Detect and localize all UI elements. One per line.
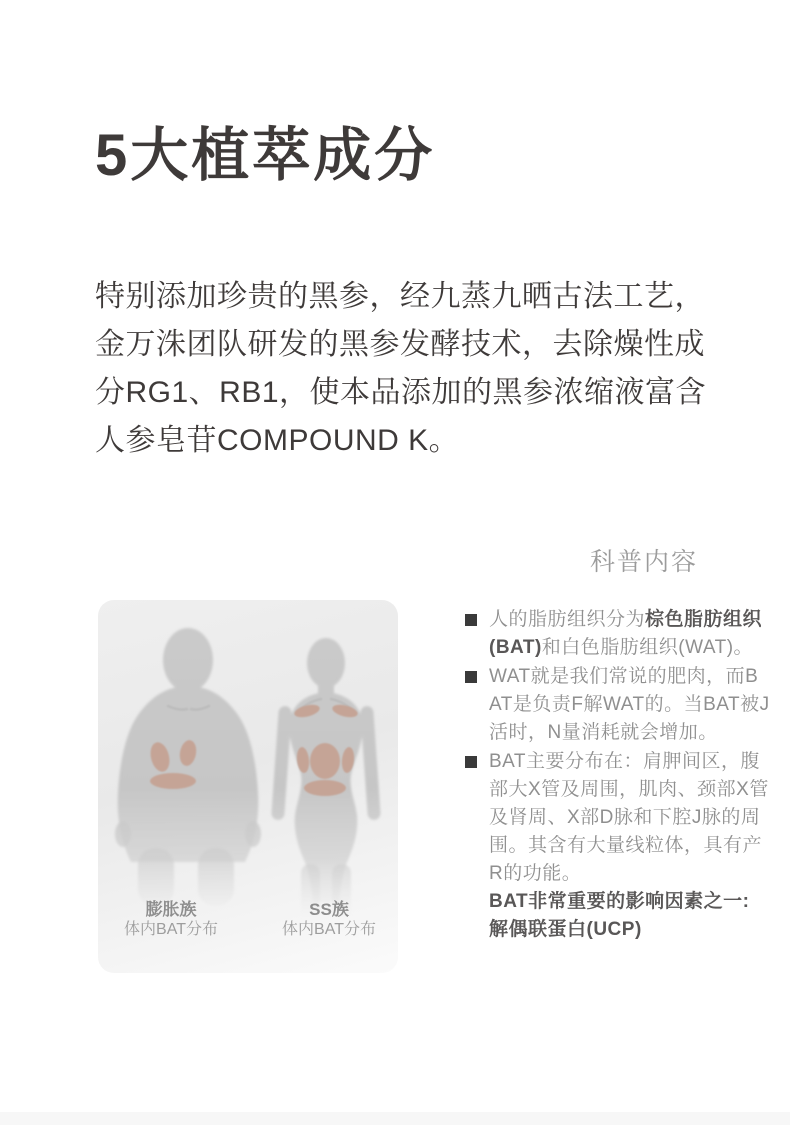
figure-label-left <box>106 900 236 939</box>
bullet-item <box>465 663 785 747</box>
bullet-text: BAT主要分布在：肩胛间区，腹部大X管及周围，肌肉、颈部X管及肾周、X部D脉和下腔J脉的周围。其含有大量线粒体，具有产R的功能。 BAT非常重要的影响因素之一: 解偶联蛋白(UCP) <box>489 751 769 940</box>
bullet-square-icon <box>465 614 477 626</box>
next-section-edge <box>0 1112 790 1125</box>
page-title: 5大植萃成分 <box>95 123 436 188</box>
bullet-text: WAT就是我们常说的肥肉，而BAT是负责F解WAT的。当BAT被J活时，N量消耗就会增加。 <box>489 666 770 743</box>
bullet-text: 人的脂肪组织分为棕色脂肪组织(BAT)和白色脂肪组织(WAT)。 <box>489 609 763 658</box>
figure-label-left-caption: 体内BAT分布 <box>124 921 218 938</box>
bat-distribution-figure-card <box>98 600 398 973</box>
bullet-square-icon <box>465 756 477 768</box>
figure-label-left-name: 膨胀族 <box>145 900 197 919</box>
bullet-item <box>465 748 785 944</box>
science-content-heading: 科普内容 <box>590 548 699 576</box>
bullet-item <box>465 606 785 662</box>
science-bullet-list <box>465 606 785 945</box>
bullet-square-icon <box>465 671 477 683</box>
right-body-silhouette <box>271 638 381 922</box>
figure-label-right-caption: 体内BAT分布 <box>282 921 376 938</box>
left-body-silhouette <box>115 628 261 906</box>
figure-label-right <box>264 900 394 939</box>
intro-paragraph: 特别添加珍贵的黑参，经九蒸九晒古法工艺，金万洙团队研发的黑参发酵技术，去除燥性成分RG1、RB1，使本品添加的黑参浓缩液富含人参皂苷COMPOUND K。 <box>95 280 707 457</box>
figure-label-right-name: SS族 <box>309 900 349 919</box>
